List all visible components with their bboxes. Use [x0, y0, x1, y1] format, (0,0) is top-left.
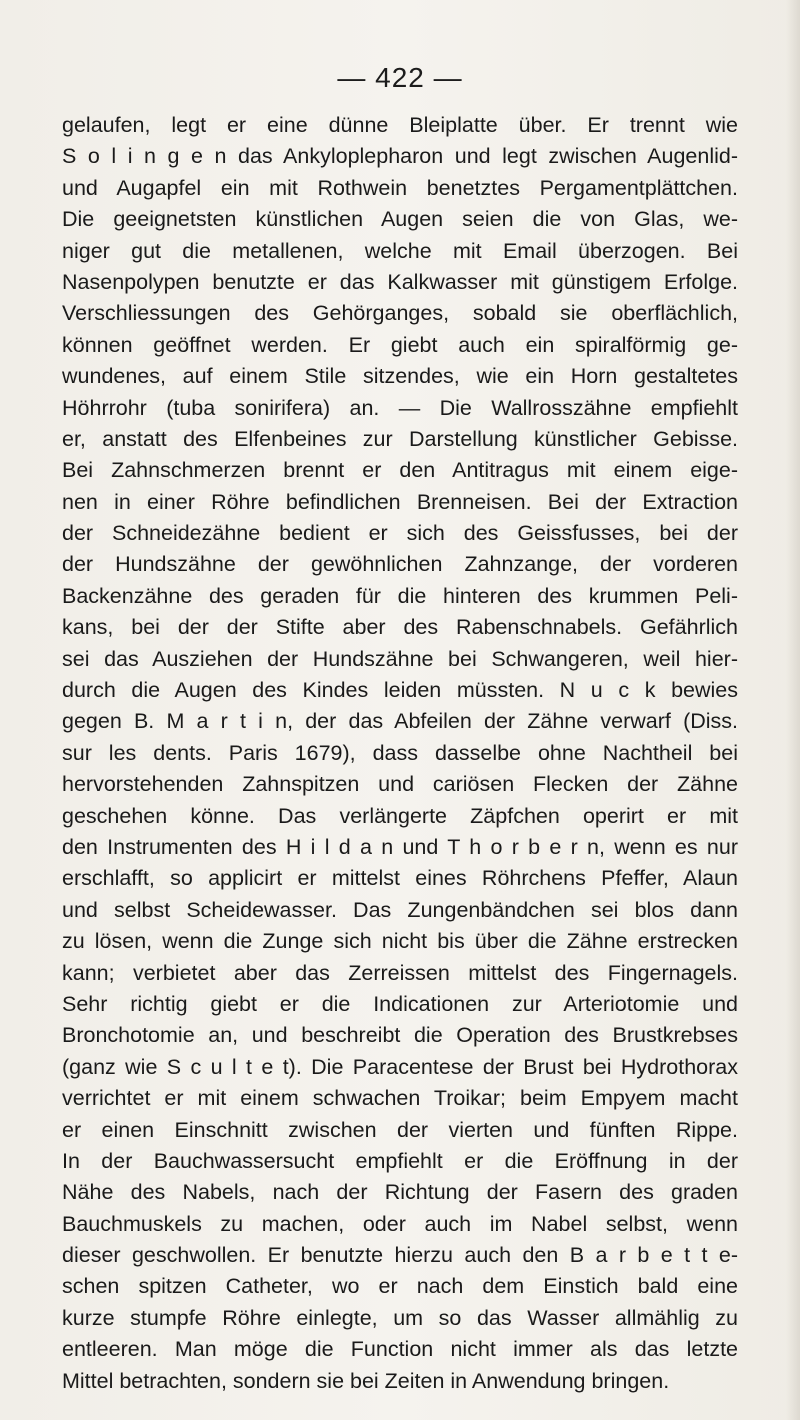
text-line: können geöffnet werden. Er giebt auch ein spiralförmig ge- [62, 332, 738, 357]
text-line: entleeren. Man möge die Function nicht immer als das letzte [62, 1337, 738, 1362]
text-line: Sehr richtig giebt er die Indicationen zur Arteriotomie und [62, 991, 738, 1016]
page-edge-shadow [786, 0, 800, 1420]
text-line: der Hundszähne der gewöhnlichen Zahnzange, der vorderen [62, 552, 738, 577]
text-line: hervorstehenden Zahnspitzen und cariösen Flecken der Zähne [62, 772, 738, 797]
text-line: verrichtet er mit einem schwachen Troikar; beim Empyem macht [62, 1086, 738, 1111]
text-line: Nasenpolypen benutzte er das Kalkwasser mit günstigem Erfolge. [62, 269, 738, 294]
text-line: Die geeignetsten künstlichen Augen seien die von Glas, we- [62, 207, 738, 232]
text-line: In der Bauchwassersucht empfiehlt er die Eröffnung in der [62, 1148, 738, 1173]
text-line: er einen Einschnitt zwischen der vierten und fünften Rippe. [62, 1117, 738, 1142]
text-line: durch die Augen des Kindes leiden müssten. N u c k bewies [62, 678, 738, 703]
text-line: Mittel betrachten, sondern sie bei Zeiten in Anwendung bringen. [62, 1368, 670, 1393]
text-line: zu lösen, wenn die Zunge sich nicht bis über die Zähne erstrecken [62, 929, 738, 954]
text-line: dieser geschwollen. Er benutzte hierzu auch den B a r b e t t e- [62, 1243, 738, 1268]
text-line: kann; verbietet aber das Zerreissen mittelst des Fingernagels. [62, 960, 738, 985]
text-line: Bei Zahnschmerzen brennt er den Antitragus mit einem eige- [62, 458, 738, 483]
text-line: niger gut die metallenen, welche mit Email überzogen. Bei [62, 238, 738, 263]
text-line: sei das Ausziehen der Hundszähne bei Schwangeren, weil hier- [62, 646, 738, 671]
text-line: geschehen könne. Das verlängerte Zäpfchen operirt er mit [62, 803, 738, 828]
text-line: schen spitzen Catheter, wo er nach dem Einstich bald eine [62, 1274, 738, 1299]
text-line: kurze stumpfe Röhre einlegte, um so das Wasser allmählig zu [62, 1305, 738, 1330]
body-text [62, 110, 738, 1397]
text-line: wundenes, auf einem Stile sitzendes, wie ein Horn gestaltetes [62, 364, 738, 389]
text-line: Bronchotomie an, und beschreibt die Operation des Brustkrebses [62, 1023, 738, 1048]
text-line: Nähe des Nabels, nach der Richtung der Fasern des graden [62, 1180, 738, 1205]
text-line: gegen B. M a r t i n, der das Abfeilen der Zähne verwarf (Diss. [62, 709, 738, 734]
text-line: Bauchmuskels zu machen, oder auch im Nabel selbst, wenn [62, 1211, 738, 1236]
text-line: der Schneidezähne bedient er sich des Geissfusses, bei der [62, 521, 738, 546]
text-line: Backenzähne des geraden für die hinteren des krummen Peli- [62, 583, 738, 608]
text-line: erschlafft, so applicirt er mittelst eines Röhrchens Pfeffer, Alaun [62, 866, 738, 891]
text-line: Verschliessungen des Gehörganges, sobald sie oberflächlich, [62, 301, 738, 326]
text-line: Höhrrohr (tuba sonirifera) an. — Die Wallrosszähne empfiehlt [62, 395, 738, 420]
text-line: den Instrumenten des H i l d a n und T h o r b e r n, wenn es nur [62, 834, 738, 859]
text-line: und Augapfel ein mit Rothwein benetztes Pergamentplättchen. [62, 175, 738, 200]
page-number: — 422 — [337, 62, 463, 93]
text-line: S o l i n g e n das Ankyloplepharon und legt zwischen Augenlid- [62, 144, 738, 169]
text-line: gelaufen, legt er eine dünne Bleiplatte über. Er trennt wie [62, 113, 738, 137]
text-line: (ganz wie S c u l t e t). Die Paracentese der Brust bei Hydrothorax [62, 1054, 738, 1079]
text-line: sur les dents. Paris 1679), dass dasselbe ohne Nachtheil bei [62, 740, 738, 765]
text-line: kans, bei der der Stifte aber des Rabenschnabels. Gefährlich [62, 615, 738, 640]
text-line: nen in einer Röhre befindlichen Brenneisen. Bei der Extraction [62, 489, 738, 514]
text-line: und selbst Scheidewasser. Das Zungenbändchen sei blos dann [62, 897, 738, 922]
text-line: er, anstatt des Elfenbeines zur Darstellung künstlicher Gebisse. [62, 426, 738, 451]
